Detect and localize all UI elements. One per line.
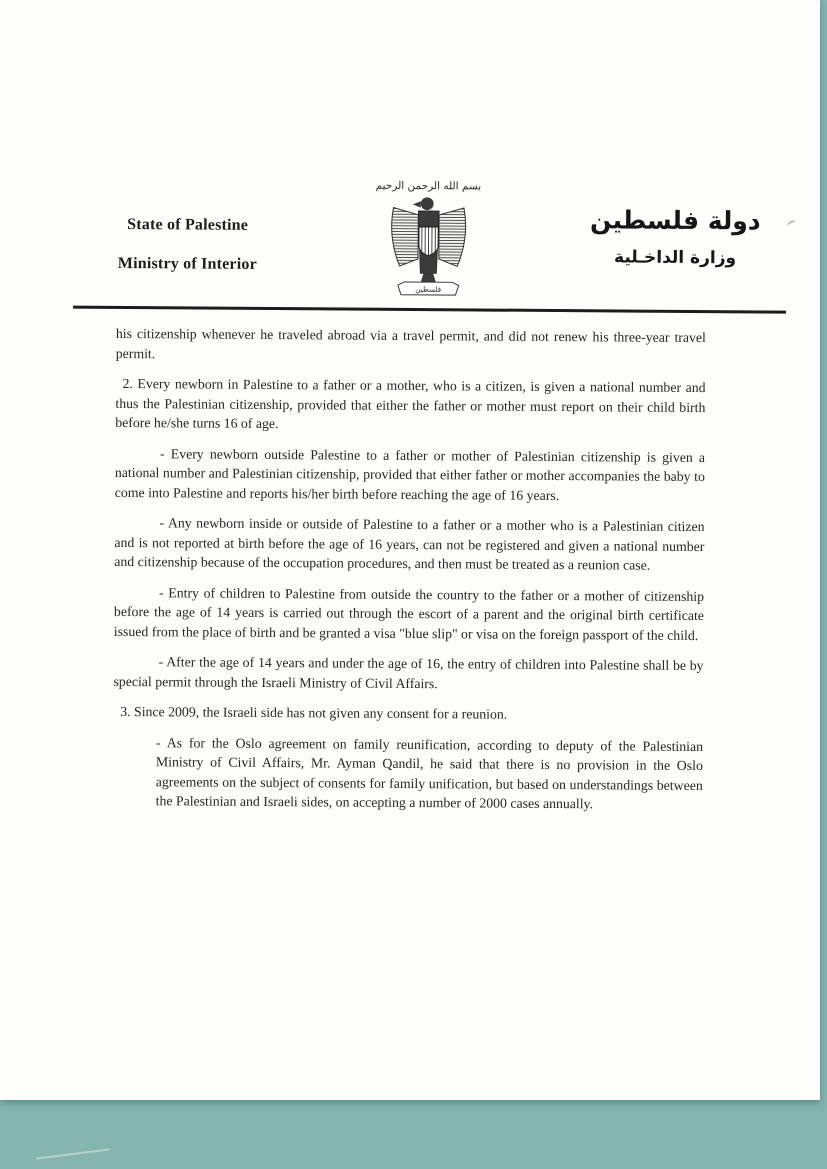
paragraph-unreported-newborn: - Any newborn inside or outside of Palestine to a father or a mother who is a Palestinian citizen and is not reported at birth before the age of 16 years, can not be registered and given a national number and citizenship because of the occupation procedures, and then must be treated as a reunion case. [114, 515, 705, 573]
document-header [75, 176, 781, 313]
scan-artifact-mark [786, 219, 798, 230]
scanner-bed-scratch [36, 1148, 110, 1159]
ministry-title-english: Ministry of Interior [117, 254, 257, 273]
state-title-arabic: دولة فلسطين [589, 205, 761, 236]
eagle-emblem-icon [380, 193, 477, 300]
bismillah-calligraphy: بسم الله الرحمن الرحيم [375, 179, 482, 193]
paragraph-entry-14-to-16: - After the age of 14 years and under the age of 16, the entry of children into Palestine shall be by special permit through the Israeli Ministry of Civil Affairs. [113, 654, 704, 691]
ministry-title-arabic: وزارة الداخـلية [613, 247, 737, 269]
paragraph-oslo-agreement: - As for the Oslo agreement on family reunification, according to deputy of the Palestinian Ministry of Civil Affairs, Mr. Ayman Qandil, he said that there is no provision in the Oslo agreements on the subject of consents for family unification, but based on understandings between the Palestinian and Israeli sides, on accepting a number of 2000 cases annually. [155, 734, 704, 812]
paragraph-travel-permit: his citizenship whenever he traveled abroad via a travel permit, and did not renew his three-year travel permit. [115, 325, 706, 361]
header-english [101, 216, 273, 274]
paragraph-item-2-newborn-inside: 2. Every newborn in Palestine to a father or a mother, who is a citizen, is given a national number and thus the Palestinian citizenship, provided that either the father or mother must report on their child birth before he/she turns 16 of age. [115, 375, 706, 432]
paragraph-entry-under-14: - Entry of children to Palestine from outside the country to the father or a mother of citizenship before the age of 14 years is carried out through the escort of a parent and the original birth certificate issued from the place of birth and be granted a visa "blue slip" or visa on the foreign passport of the child. [113, 584, 705, 643]
header-arabic [590, 205, 761, 268]
paragraph-newborn-outside: - Every newborn outside Palestine to a father or mother of Palestinian citizenship is given a national number and Palestinian citizenship, provided that either father or mother accompanies the baby to come into Palestine and reports his/her birth before reaching the age of 16 years. [114, 445, 706, 503]
national-emblem [366, 180, 491, 305]
document-body [112, 324, 705, 826]
paragraph-item-3-since-2009: 3. Since 2009, the Israeli side has not given any consent for a reunion. [120, 703, 508, 722]
emblem-banner-text: فلسطين [414, 285, 441, 294]
state-title-english: State of Palestine [127, 216, 249, 234]
